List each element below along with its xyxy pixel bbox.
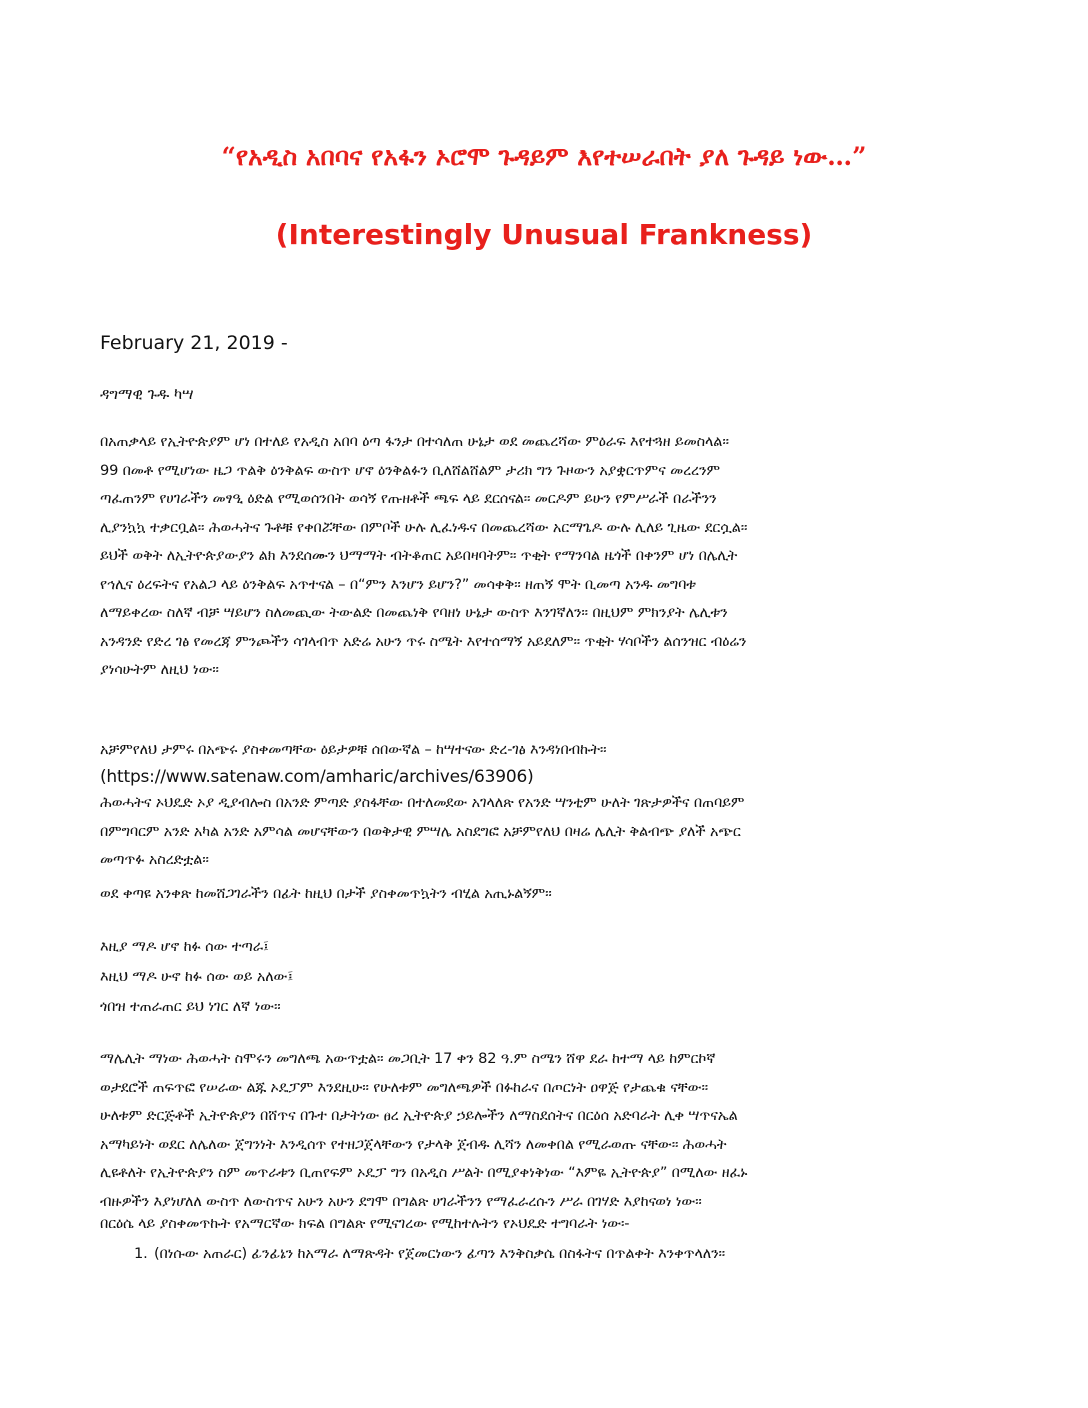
text-line: ማሌሊት ማነው ሕወሓት ስሞሩን መግለጫ አውጥቷል፡፡ መጋቢት 17 ቀን 82 ዓ.ም ስሜን ሸዋ ደራ ከተማ ላይ ከምርኮኛ [100,1050,716,1067]
text-line: ሊዩቶለት የኢትዮጵያን ስም መጥራቱን ቢጠየፍም ኦዴፓ ግን በአዲስ ሥልት በሚያቀነቅነው “እምዬ ኢትዮጵያ” በሚለው ዘፈኑ [100,1164,748,1181]
list-text: (በነሱው አጠራር) ፊንፊኔን ከአማራ ለማጽዳት የጀመርነውን ፊጣን እንቅስቃሴ በስፋትና በጥልቀት እንቀጥላለን፡፡ [154,1245,726,1262]
text-line: በርዕሴ ላይ ያስቀመጥኩት የአማርኛው ክፍል በግልጽ የሚናገረው የሚከተሉትን የኦህዴድ ተግባራት ነው፡- [100,1215,630,1232]
paragraph-3 [100,789,940,875]
paragraph-5 [100,1045,940,1216]
author-byline: ዳግማዊ ጉዱ ካሣ [100,385,194,403]
link-text[interactable]: (https://www.satenaw.com/amharic/archives/63906) [100,767,534,787]
paragraph-4 [100,880,940,909]
text-line: ሁለቱም ድርጅቶች ኢትዮጵያን በሸጥና በጉተ በታትነው ፀረ ኢትዮጵያ ኃይሎችን ለማስደሰትና በርዕሰ አድባራት ሊቀ ሣጥናኤል [100,1107,738,1124]
text-line: ያነሳሁትም ለዚህ ነው፡፡ [100,661,219,678]
publish-date: February 21, 2019 - [100,332,288,354]
paragraph-1 [100,428,940,685]
poem-line: ጎበዝ ተጠራጠር ይህ ነገር ለኛ ነው፡፡ [100,998,281,1015]
text-line: መጣጥፉ አስረድቷል፡፡ [100,851,209,868]
amharic-title: “የአዲስ አበባና የአፋን ኦሮሞ ጉዳይም እየተሠራበት ያለ ጉዳይ ነው…” [221,142,867,171]
poem [100,932,940,1022]
text-line: ለማይቀረው ስለኛ ብቻ ሣይሆን ስለመጪው ትውልድ በመጨነቅ የባዘነ ሁኔታ ውስጥ እንገኛለን፡፡ በዚህም ምክንያት ሌሊቱን [100,604,728,621]
text-line: አንዳንድ የድረ ገፅ የመረጃ ምንጮችን ሳገላብጥ አድሬ አሁን ጥሩ ስሜት እየተሰማኝ አይደለም፡፡ ጥቂት ሃሳቦችን ልሰንዝር ብዕሬን [100,632,747,650]
numbered-list [100,1240,940,1269]
text-line: ይህች ወቅት ለኢትዮጵያውያን ልክ እንደሰሙን ህማማት ብትቆጠር አይበዛባትም፡፡ ጥቂት የማንባል ዜጎች በቀንም ሆነ በሌሊት [100,547,738,564]
text-line: በአጠቃላይ የኢትዮጵያም ሆነ በተለይ የአዲስ አበባ ዕጣ ፋንታ በተሳለጠ ሁኔታ ወደ መጨረሻው ምዕራፍ እየተጓዘ ይመስላል፡፡ [100,433,729,450]
text-line: አቻምየለህ ታምሩ በአጭሩ ያስቀመጣቸው ዕይታዎቹ ሰበውኛል – ከሣተናው ድረ-ገፅ እንዳነበብኩት፡፡ [100,741,607,758]
text-line: ጣፈጠንም የሀገራችን መፃዒ ዕድል የሚወሰንበት ወሳኝ የጡዘቶች ጫፍ ላይ ደርሰናል፡፡ መርዶም ይሁን የምሥራች በራችንን [100,490,717,507]
source-link[interactable] [100,763,940,792]
list-number: 1. [134,1245,148,1262]
list-item [100,1240,940,1269]
english-title: (Interestingly Unusual Frankness) [275,218,813,251]
paragraph-6 [100,1210,940,1239]
text-line: 99 በመቶ የሚሆነው ዜጋ ጥልቅ ዕንቅልፍ ውስጥ ሆኖ ዕንቅልፉን ቢለሸልሸልም ታሪክ ግን ጉዞውን አያቋርጥምና መረረንም [100,461,720,479]
text-line: አማካይነት ወደር ለሌለው ጀግንነት እንዲሰጥ የተዘጋጀላቸውን የታላቅ ጀብዱ ሊሻን ለመቀበል የሚራወጡ ናቸው፡፡ ሕወሓት [100,1135,727,1153]
text-line: በምግባርም አንድ አካል አንድ አምሳል መሆናቸውን በወቅታዊ ምሣሌ አስደግፎ አቻምየለህ በዛሬ ሌሊት ቅልብጭ ያለች አጭር [100,822,741,840]
text-line: ወደ ቀጣዩ አንቀጽ ከመሸጋገራችን በፊት ከዚህ በታች ያስቀመጥኳትን ብሂል አጢኑልኝም፡፡ [100,885,552,902]
paragraph-2 [100,736,940,765]
text-line: ሊያንኳኳ ተቃርቧል፡፡ ሕወሓትና ጉቶቹ የቀበሯቸው በምቦች ሁሉ ሊፈነዱና በመጨረሻው አርማጌዶ ውሉ ሊለይ ጊዜው ደርሷል፡፡ [100,518,748,536]
text-line: ወታደሮች ጠፍጥፎ የሠራው ልጁ ኦዴፓም እንደዚሁ፡፡ የሁለቱም መግለጫዎች በፉከራና በጦርነት ዐዋጅ የታጨቁ ናቸው፡፡ [100,1078,708,1096]
text-line: ሕወሓትና ኦህዴድ ኦያ ዲያብሎስ በአንድ ምጣድ ያስፋቸው በተለመደው አገላለጽ የአንድ ሣንቲም ሁለት ገጽታዎችና በጠባይም [100,794,745,811]
poem-line: እዚህ ማዶ ሁኖ ከፉ ሰው ወይ አለው፤ [100,968,294,985]
poem-line: እዚያ ማዶ ሆኖ ከፉ ሰው ተጣራ፤ [100,938,269,955]
text-line: ብዙዎችን እያነሆለለ ውስጥ ለውስጥና አሁን አሁን ደግሞ በግልጽ ሀገራችንን የማፈራረሱን ሥራ በገሃድ እያከናወነ ነው፡፡ [100,1192,702,1210]
text-line: የኅሊና ዕረፍትና የአልጋ ላይ ዕንቅልፍ አጥተናል – በ“ምን እንሆን ይሆን?” መሳቀቅ፡፡ ዘጠኝ ሞት ቢመጣ አንዱ መግባቱ [100,575,696,593]
